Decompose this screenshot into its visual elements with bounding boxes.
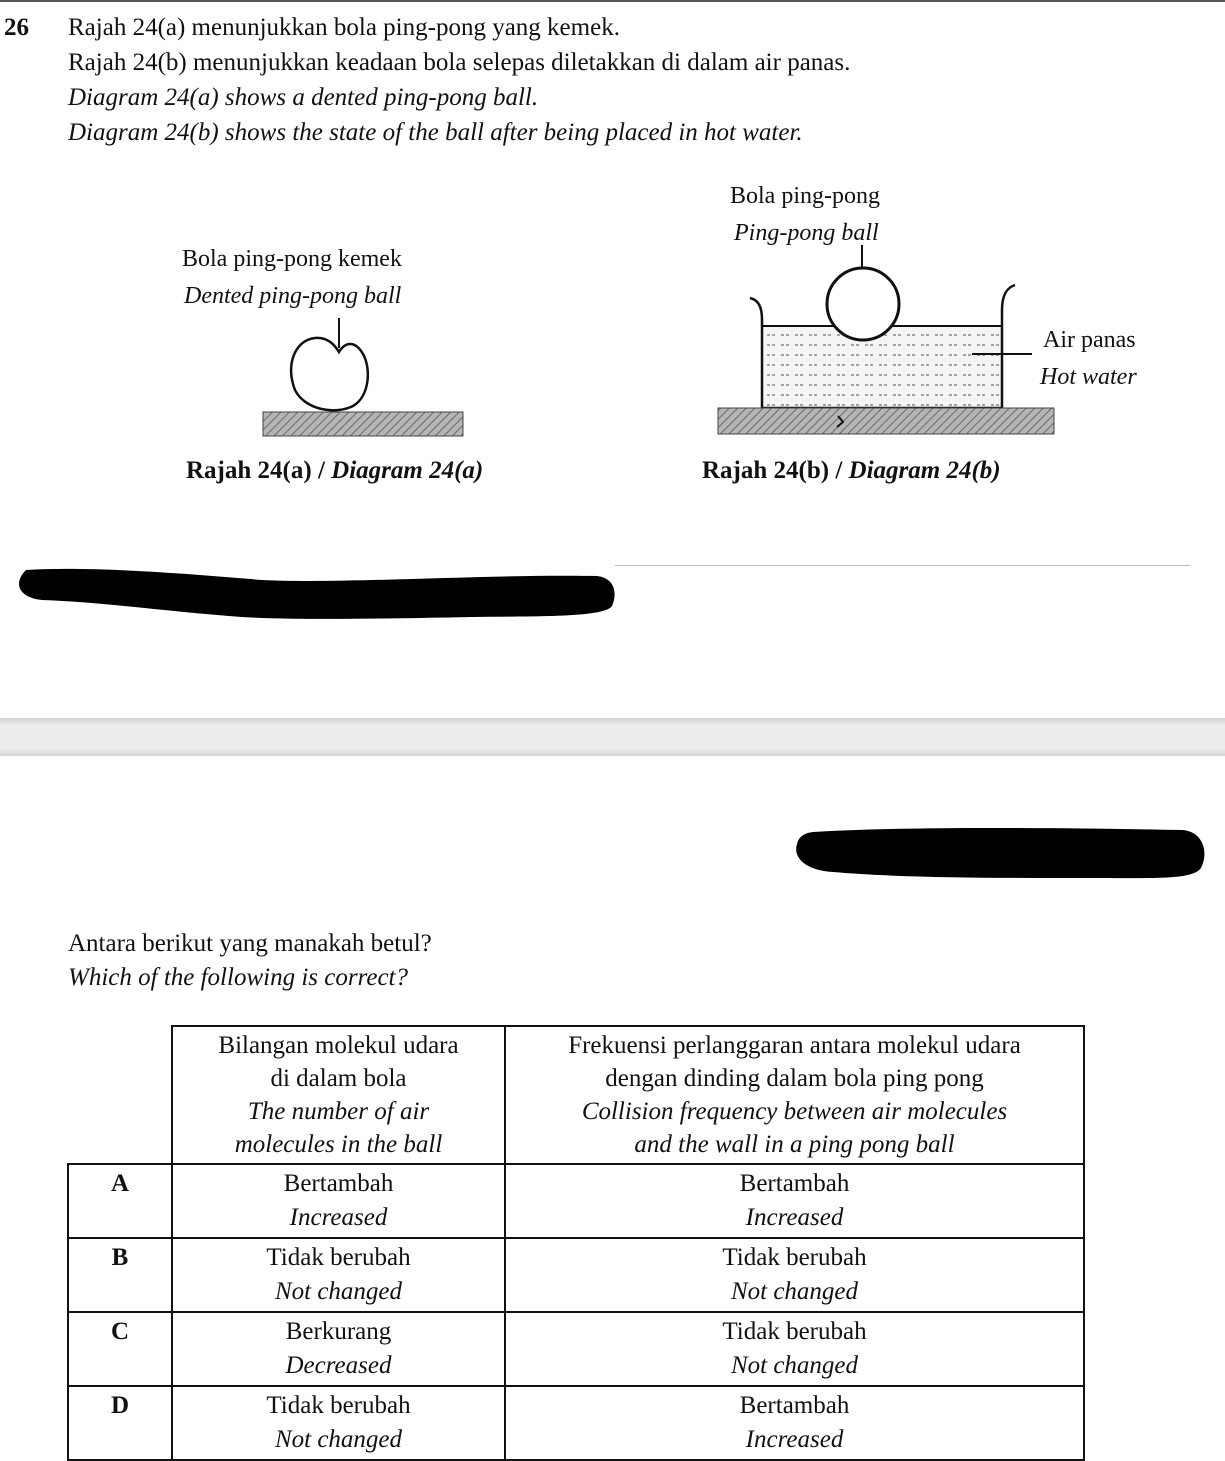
option-letter: D [68, 1386, 172, 1460]
redaction-mark-1 [12, 562, 617, 622]
hot-water-figure [710, 240, 1060, 440]
ball-label-ms: Bola ping-pong [730, 183, 880, 209]
table-row[interactable] [68, 1312, 1084, 1386]
col2-header: Frekuensi perlanggaran antara molekul udara dengan dinding dalam bola ping pong Collision frequency between air molecules and the wall in a ping pong ball [505, 1026, 1084, 1164]
redaction-mark-2 [793, 826, 1207, 882]
table-corner [68, 1026, 172, 1164]
top-rule [0, 0, 1225, 2]
option-letter: A [68, 1164, 172, 1238]
option-collision: Tidak berubah Not changed [505, 1312, 1084, 1386]
hot-water [762, 326, 1002, 408]
question-number: 26 [4, 14, 29, 41]
surface-a [263, 412, 463, 436]
question-line-en-1: Diagram 24(a) shows a dented ping-pong ball. [68, 84, 539, 111]
page-gap-band [0, 718, 1225, 756]
table-row[interactable] [68, 1386, 1084, 1460]
prompt-en: Which of the following is correct? [68, 964, 409, 991]
option-molecules: Berkurang Decreased [172, 1312, 505, 1386]
option-letter: B [68, 1238, 172, 1312]
dented-ball [291, 338, 368, 410]
option-collision: Bertambah Increased [505, 1164, 1084, 1238]
question-line-en-2: Diagram 24(b) shows the state of the ball after being placed in hot water. [68, 119, 803, 146]
ping-pong-ball [827, 268, 899, 340]
caption-24b: Rajah 24(b) / Diagram 24(b) [702, 457, 1001, 484]
option-collision: Bertambah Increased [505, 1386, 1084, 1460]
caption-24a: Rajah 24(a) / Diagram 24(a) [186, 457, 484, 484]
question-line-ms-1: Rajah 24(a) menunjukkan bola ping-pong yang kemek. [68, 14, 620, 41]
dented-ball-label-en: Dented ping-pong ball [184, 283, 402, 309]
option-molecules: Bertambah Increased [172, 1164, 505, 1238]
option-molecules: Tidak berubah Not changed [172, 1238, 505, 1312]
surface-b [718, 408, 1054, 434]
table-header-row [68, 1026, 1084, 1164]
ball-label-en: Ping-pong ball [734, 220, 879, 246]
col1-header: Bilangan molekul udara di dalam bola The number of air molecules in the ball [172, 1026, 505, 1164]
dented-ball-figure [255, 310, 470, 440]
answer-line [615, 565, 1190, 566]
prompt-ms: Antara berikut yang manakah betul? [68, 930, 432, 957]
option-molecules: Tidak berubah Not changed [172, 1386, 505, 1460]
water-label-en: Hot water [1040, 364, 1137, 390]
table-row[interactable] [68, 1164, 1084, 1238]
water-label-ms: Air panas [1043, 327, 1136, 353]
option-letter: C [68, 1312, 172, 1386]
dented-ball-label-ms: Bola ping-pong kemek [182, 246, 402, 272]
option-collision: Tidak berubah Not changed [505, 1238, 1084, 1312]
table-row[interactable] [68, 1238, 1084, 1312]
options-table [67, 1025, 1085, 1461]
question-line-ms-2: Rajah 24(b) menunjukkan keadaan bola selepas diletakkan di dalam air panas. [68, 49, 851, 76]
